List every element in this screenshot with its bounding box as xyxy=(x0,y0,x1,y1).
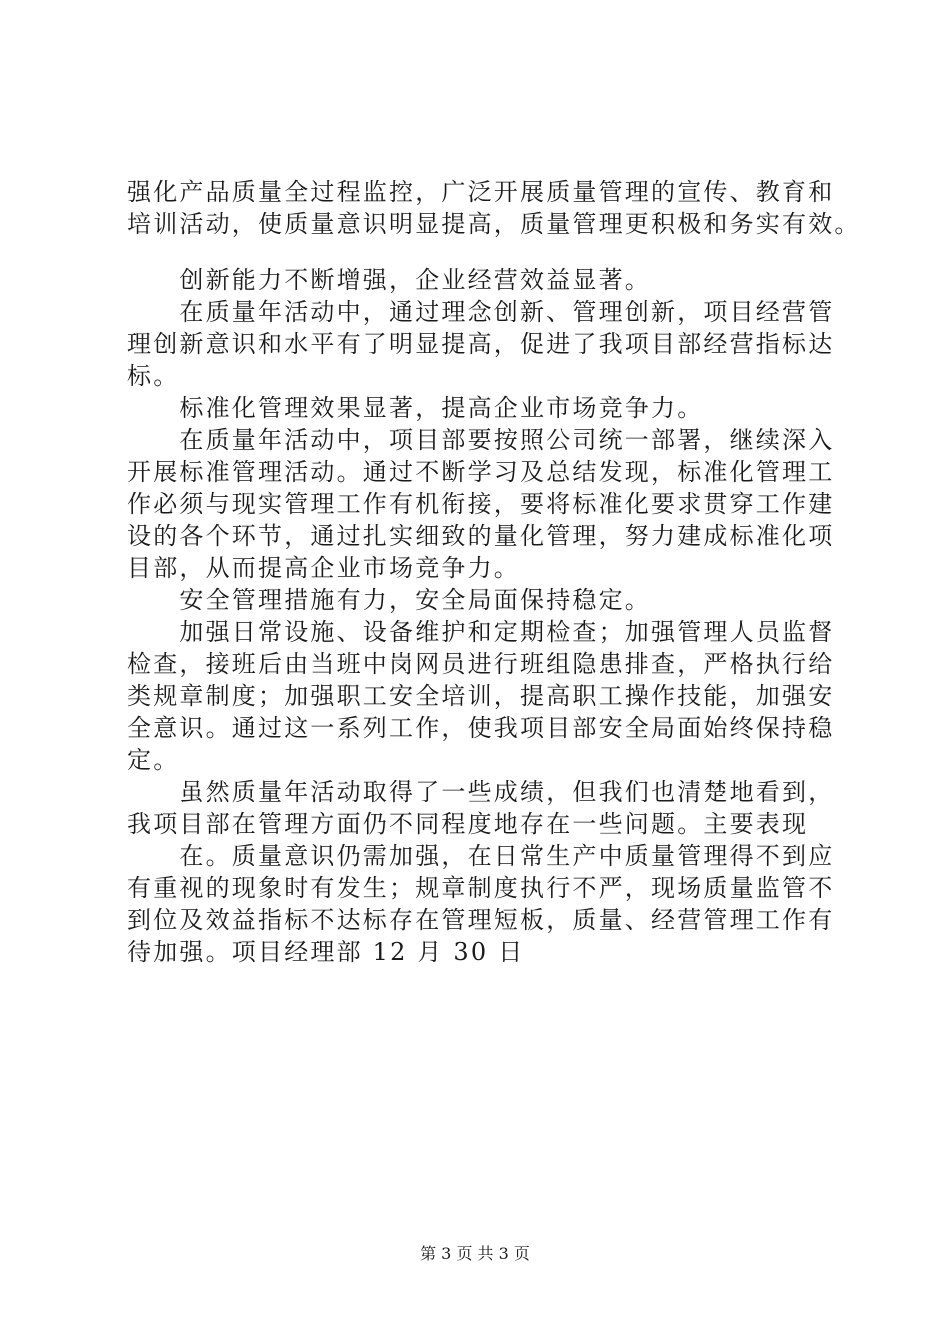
body-line: 定。 xyxy=(127,746,180,774)
body-line: 标。 xyxy=(127,362,180,390)
body-line: 虽然质量年活动取得了一些成绩，但我们也清楚地看到， xyxy=(127,778,835,806)
body-line: 培训活动，使质量意识明显提高，质量管理更积极和务实有效。 xyxy=(127,210,861,238)
body-line: 作必须与现实管理工作有机衔接，要将标准化要求贯穿工作建 xyxy=(127,490,835,518)
body-line: 强化产品质量全过程监控，广泛开展质量管理的宣传、教育和 xyxy=(127,178,835,206)
body-line: 开展标准管理活动。通过不断学习及总结发现，标准化管理工 xyxy=(127,458,835,486)
body-line: 在质量年活动中，项目部要按照公司统一部署，继续深入 xyxy=(127,426,835,454)
body-line: 有重视的现象时有发生；规章制度执行不严，现场质量监管不 xyxy=(127,874,835,902)
section-heading: 创新能力不断增强，企业经营效益显著。 xyxy=(127,266,651,294)
body-line: 检查，接班后由当班中岗网员进行班组隐患排查，严格执行给 xyxy=(127,650,835,678)
section-heading: 安全管理措施有力，安全局面保持稳定。 xyxy=(127,586,651,614)
body-line: 理创新意识和水平有了明显提高，促进了我项目部经营指标达 xyxy=(127,330,835,358)
body-line: 目部，从而提高企业市场竞争力。 xyxy=(127,554,520,582)
body-line: 类规章制度；加强职工安全培训，提高职工操作技能，加强安 xyxy=(127,682,835,710)
body-line: 设的各个环节，通过扎实细致的量化管理，努力建成标准化项 xyxy=(127,522,835,550)
body-line: 我项目部在管理方面仍不同程度地存在一些问题。主要表现 xyxy=(127,810,809,838)
body-line: 在质量年活动中，通过理念创新、管理创新，项目经营管 xyxy=(127,298,835,326)
body-line: 在。质量意识仍需加强，在日常生产中质量管理得不到应 xyxy=(127,842,835,870)
section-heading: 标准化管理效果显著，提高企业市场竞争力。 xyxy=(127,394,704,422)
body-line: 全意识。通过这一系列工作，使我项目部安全局面始终保持稳 xyxy=(127,714,835,742)
body-line: 加强日常设施、设备维护和定期检查；加强管理人员监督 xyxy=(127,618,835,646)
page-footer: 第 3 页 共 3 页 xyxy=(420,1244,530,1263)
body-line: 到位及效益指标不达标存在管理短板，质量、经营管理工作有 xyxy=(127,906,835,934)
body-line: 待加强。项目经理部 12 月 30 日 xyxy=(127,938,525,966)
